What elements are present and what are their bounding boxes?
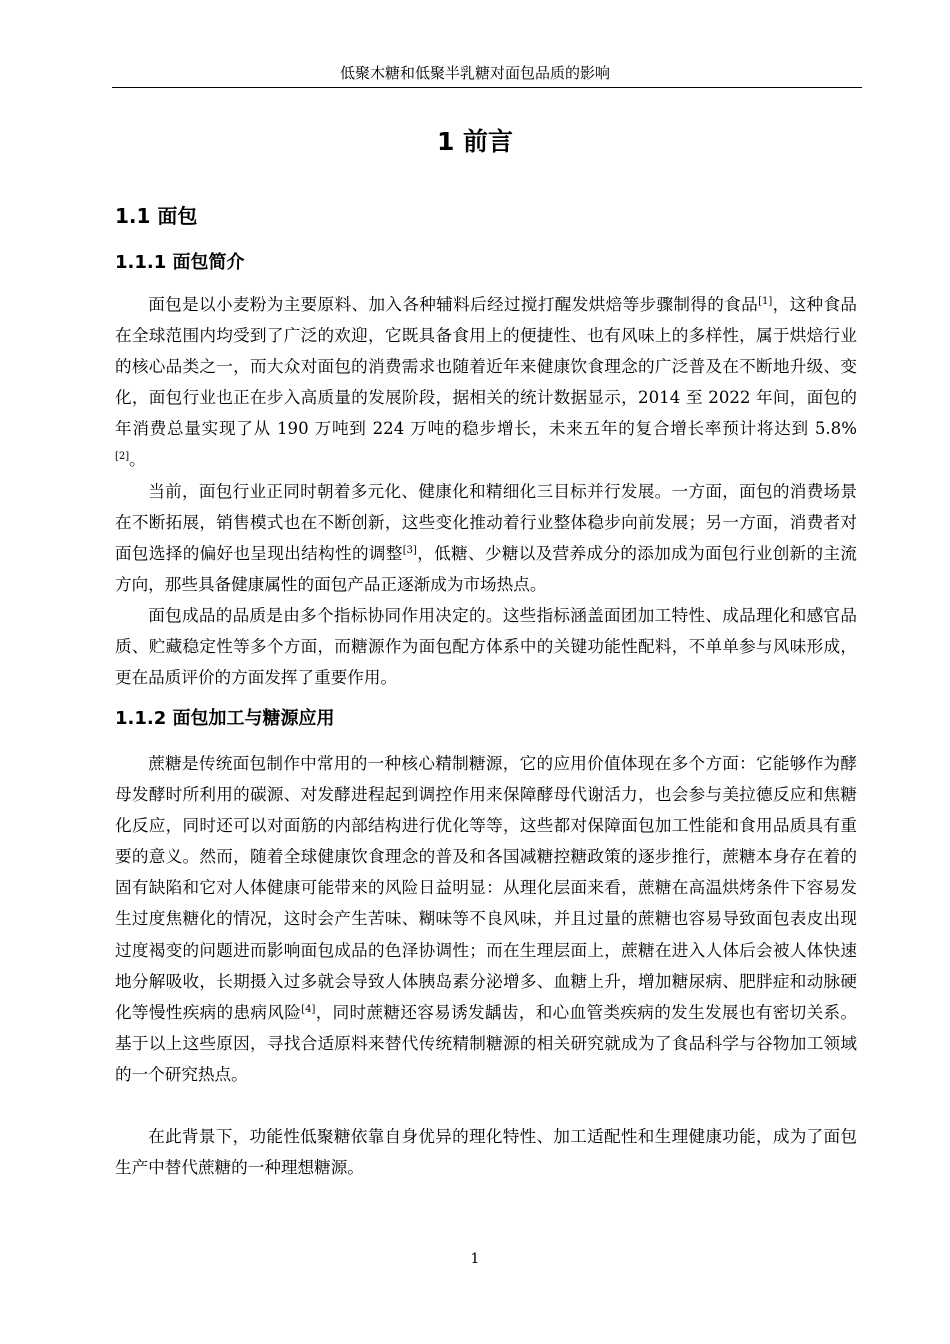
paragraph-bread-intro <box>115 289 857 476</box>
paragraph-text: 蔗糖是传统面包制作中常用的一种核心精制糖源，它的应用价值体现在多个方面：它能够作为酵母发酵时所利用的碳源、对发酵进程起到调控作用来保障酵母代谢活力，也会参与美拉德反应和焦糖化反应，同时还可以对面筋的内部结构进行优化等等，这些都对保障面包加工性能和食用品质具有重要的意义。然而，随着全球健康饮食理念的普及和各国减糖控糖政策的逐步推行，蔗糖本身存在着的固有缺陷和它对人体健康可能带来的风险日益明显：从理化层面来看，蔗糖在高温烘烤条件下容易发生过度焦糖化的情况，这时会产生苦味、糊味等不良风味，并且过量的蔗糖也容易导致面包表皮出现过度褐变的问题进而影响面包成品的色泽协调性；而在生理层面上，蔗糖在进入人体后会被人体快速地分解吸收，长期摄入过多就会导致人体胰岛素分泌增多、血糖上升，增加糖尿病、肥胖症和动脉硬化等慢性疾病的患病风险 <box>115 754 857 1022</box>
paragraph-text: ，低糖、少糖以及营养成分的添加成为面包行业创新的主流方向，那些具备健康属性的面包产品正逐渐成为市场热点。 <box>115 544 858 595</box>
paragraph-text: 面包是以小麦粉为主要原料、加入各种辅料后经过搅打醒发烘焙等步骤制得的食品 <box>148 295 759 314</box>
header-rule <box>112 87 862 88</box>
running-header: 低聚木糖和低聚半乳糖对面包品质的影响 <box>339 64 610 82</box>
chapter-title: 1 前言 <box>436 127 514 156</box>
section-heading-1-1-1: 1.1.1 面包简介 <box>115 252 245 273</box>
section-heading-1-1-2: 1.1.2 面包加工与糖源应用 <box>115 708 335 729</box>
citation-ref: [3] <box>402 545 417 557</box>
page-number: 1 <box>470 1251 480 1267</box>
paragraph-text: 当前，面包行业正同时朝着多元化、健康化和精细化三目标并行发展。一方面，面包的消费场景在不断拓展，销售模式也在不断创新，这些变化推动着行业整体稳步向前发展；另一方面，消费者对面包选择的偏好也呈现出结构性的调整 <box>115 482 857 564</box>
citation-ref: [4] <box>301 1003 316 1015</box>
paragraph-sucrose <box>115 748 857 1090</box>
citation-ref: [1] <box>758 296 773 307</box>
paragraph-text: ，同时蔗糖还容易诱发龋齿，和心血管类疾病的发生发展也有密切关系。基于以上这些原因，寻找合适原料来替代传统精制糖源的相关研究就成为了食品科学与谷物加工领域的一个研究热点。 <box>115 1002 858 1084</box>
paragraph-industry-trends <box>115 476 857 600</box>
paragraph-quality-factors: 面包成品的品质是由多个指标协同作用决定的。这些指标涵盖面团加工特性、成品理化和感官品质、贮藏稳定性等多个方面，而糖源作为面包配方体系中的关键功能性配料，不单单参与风味形成，更在品质评价的方面发挥了重要作用。 <box>115 606 857 688</box>
paragraph-text: ，这种食品在全球范围内均受到了广泛的欢迎，它既具备食用上的便捷性、也有风味上的多样性，属于烘焙行业的核心品类之一，而大众对面包的消费需求也随着近年来健康饮食理念的广泛普及在不断地升级、变化，面包行业也正在步入高质量的发展阶段，据相关的统计数据显示，2014 至 2022 年间，面包的年消费总量实现了从 190 万吨到 224 万吨的稳步增长，未来五年的复合增长率预计将达到 5.8% <box>115 295 858 439</box>
section-heading-1-1: 1.1 面包 <box>115 204 198 228</box>
citation-ref: [2] <box>115 451 130 463</box>
paragraph-oligosaccharides: 在此背景下，功能性低聚糖依靠自身优异的理化特性、加工适配性和生理健康功能，成为了面包生产中替代蔗糖的一种理想糖源。 <box>115 1127 857 1178</box>
paragraph-text: 。 <box>129 450 146 470</box>
